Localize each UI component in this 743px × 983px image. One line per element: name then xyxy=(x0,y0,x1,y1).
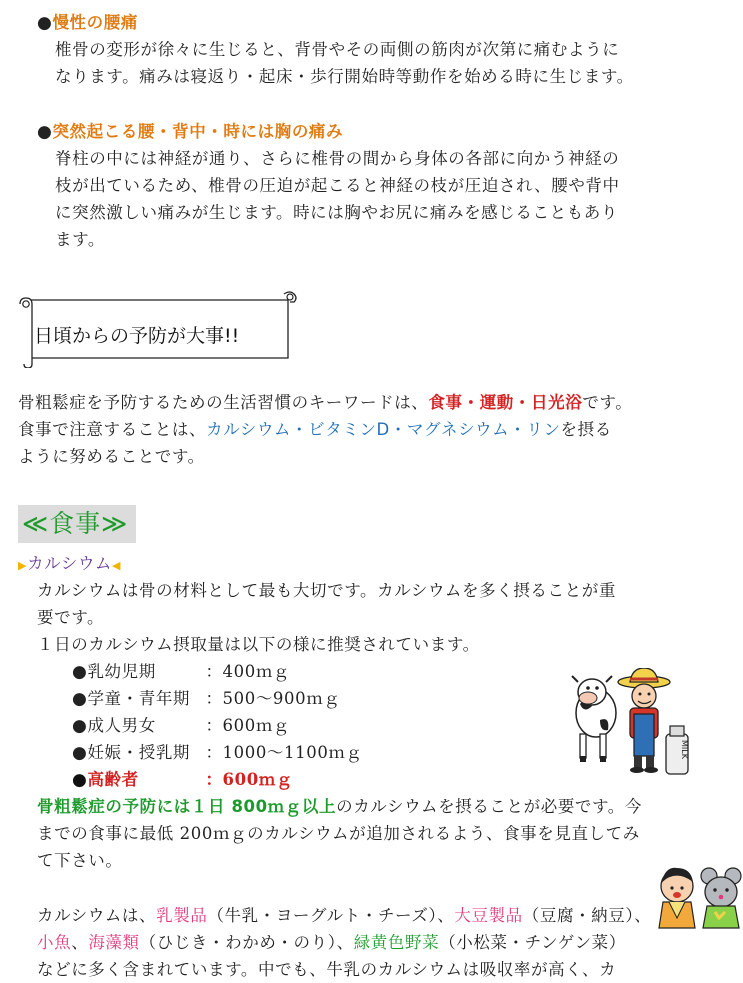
intake-row: ●妊娠・授乳期 ：1000～1100ｍｇ xyxy=(72,743,363,763)
food-intro-3: １日のカルシウム摂取量は以下の様に推奨されています。 xyxy=(37,635,480,654)
milk-label: MILK xyxy=(680,740,689,759)
kids-illustration xyxy=(655,862,743,932)
chronic-line-1: 椎骨の変形が徐々に生じると、背骨やその両側の筋肉が次第に痛むように xyxy=(55,40,620,59)
sudden-line-1: 脊柱の中には神経が通り、さらに椎骨の間から身体の各部に向かう神経の xyxy=(55,149,620,168)
chronic-heading: ●慢性の腰痛 xyxy=(37,13,138,33)
bullet-icon: ● xyxy=(72,743,88,763)
bullet-icon: ● xyxy=(72,689,88,709)
intake-row: ●乳幼児期 ：400ｍｇ xyxy=(72,662,291,682)
intake-row: ●成人男女 ：600ｍｇ xyxy=(72,716,291,736)
farmer-cow-illustration xyxy=(566,668,696,778)
keywords-line-2: 食事で注意することは、カルシウム・ビタミンD・マグネシウム・リンを摂る xyxy=(18,420,612,439)
need-line-1: 骨粗鬆症の予防には１日 800ｍｇ以上のカルシウムを摂ることが必要です。今 xyxy=(37,797,642,816)
sudden-line-3: に突然激しい痛みが生じます。時には胸やお尻に痛みを感じることもあり xyxy=(55,203,618,222)
keywords-line-1: 骨粗鬆症を予防するための生活習慣のキーワードは、食事・運動・日光浴です。 xyxy=(18,393,633,412)
mouse-icon xyxy=(701,868,741,928)
child-icon xyxy=(659,868,695,928)
bullet-icon: ● xyxy=(72,770,88,790)
food-title: ≪食事≫ xyxy=(18,505,136,543)
chronic-line-2: なります。痛みは寝返り・起床・歩行開始時等動作を始める時に生じます。 xyxy=(55,67,634,86)
sources-line-2: 小魚、海藻類（ひじき・わかめ・のり）、緑黄色野菜（小松菜・チンゲン菜） xyxy=(37,933,626,952)
triangle-left-icon: ◀ xyxy=(112,559,122,572)
cow-icon xyxy=(572,676,616,762)
sudden-heading: ●突然起こる腰・背中・時には胸の痛み xyxy=(37,122,344,142)
keywords-line-3: ように努めることです。 xyxy=(18,447,205,466)
sudden-line-4: ます。 xyxy=(55,230,105,249)
food-intro-1: カルシウムは骨の材料として最も大切です。カルシウムを多く摂ることが重 xyxy=(37,581,616,600)
need-line-3: て下さい。 xyxy=(37,851,123,870)
bullet-icon: ● xyxy=(37,122,53,142)
sources-line-1: カルシウムは、乳製品（牛乳・ヨーグルト・チーズ）、大豆製品（豆腐・納豆）、 xyxy=(37,906,652,925)
banner-title: 日頃からの予防が大事!! xyxy=(34,325,240,347)
sudden-line-2: 枝が出ているため、椎骨の圧迫が起こると神経の枝が圧迫され、腰や背中 xyxy=(55,176,620,195)
triangle-right-icon: ▶ xyxy=(18,559,28,572)
need-line-2: までの食事に最低 200ｍｇのカルシウムが追加されるよう、食事を見直してみ xyxy=(37,824,640,843)
intake-row-elderly: ●高齢者 ：600ｍｇ xyxy=(72,770,293,790)
calcium-label: ▶カルシウム◀ xyxy=(18,554,122,573)
bullet-icon: ● xyxy=(72,716,88,736)
intake-row: ●学童・青年期 ：500～900ｍｇ xyxy=(72,689,341,709)
bullet-icon: ● xyxy=(37,13,53,33)
farmer-icon xyxy=(618,668,670,773)
bullet-icon: ● xyxy=(72,662,88,682)
food-intro-2: 要です。 xyxy=(37,608,105,627)
milk-can-icon xyxy=(666,726,689,774)
sources-line-3: などに多く含まれています。中でも、牛乳のカルシウムは吸収率が高く、カ xyxy=(37,960,617,979)
